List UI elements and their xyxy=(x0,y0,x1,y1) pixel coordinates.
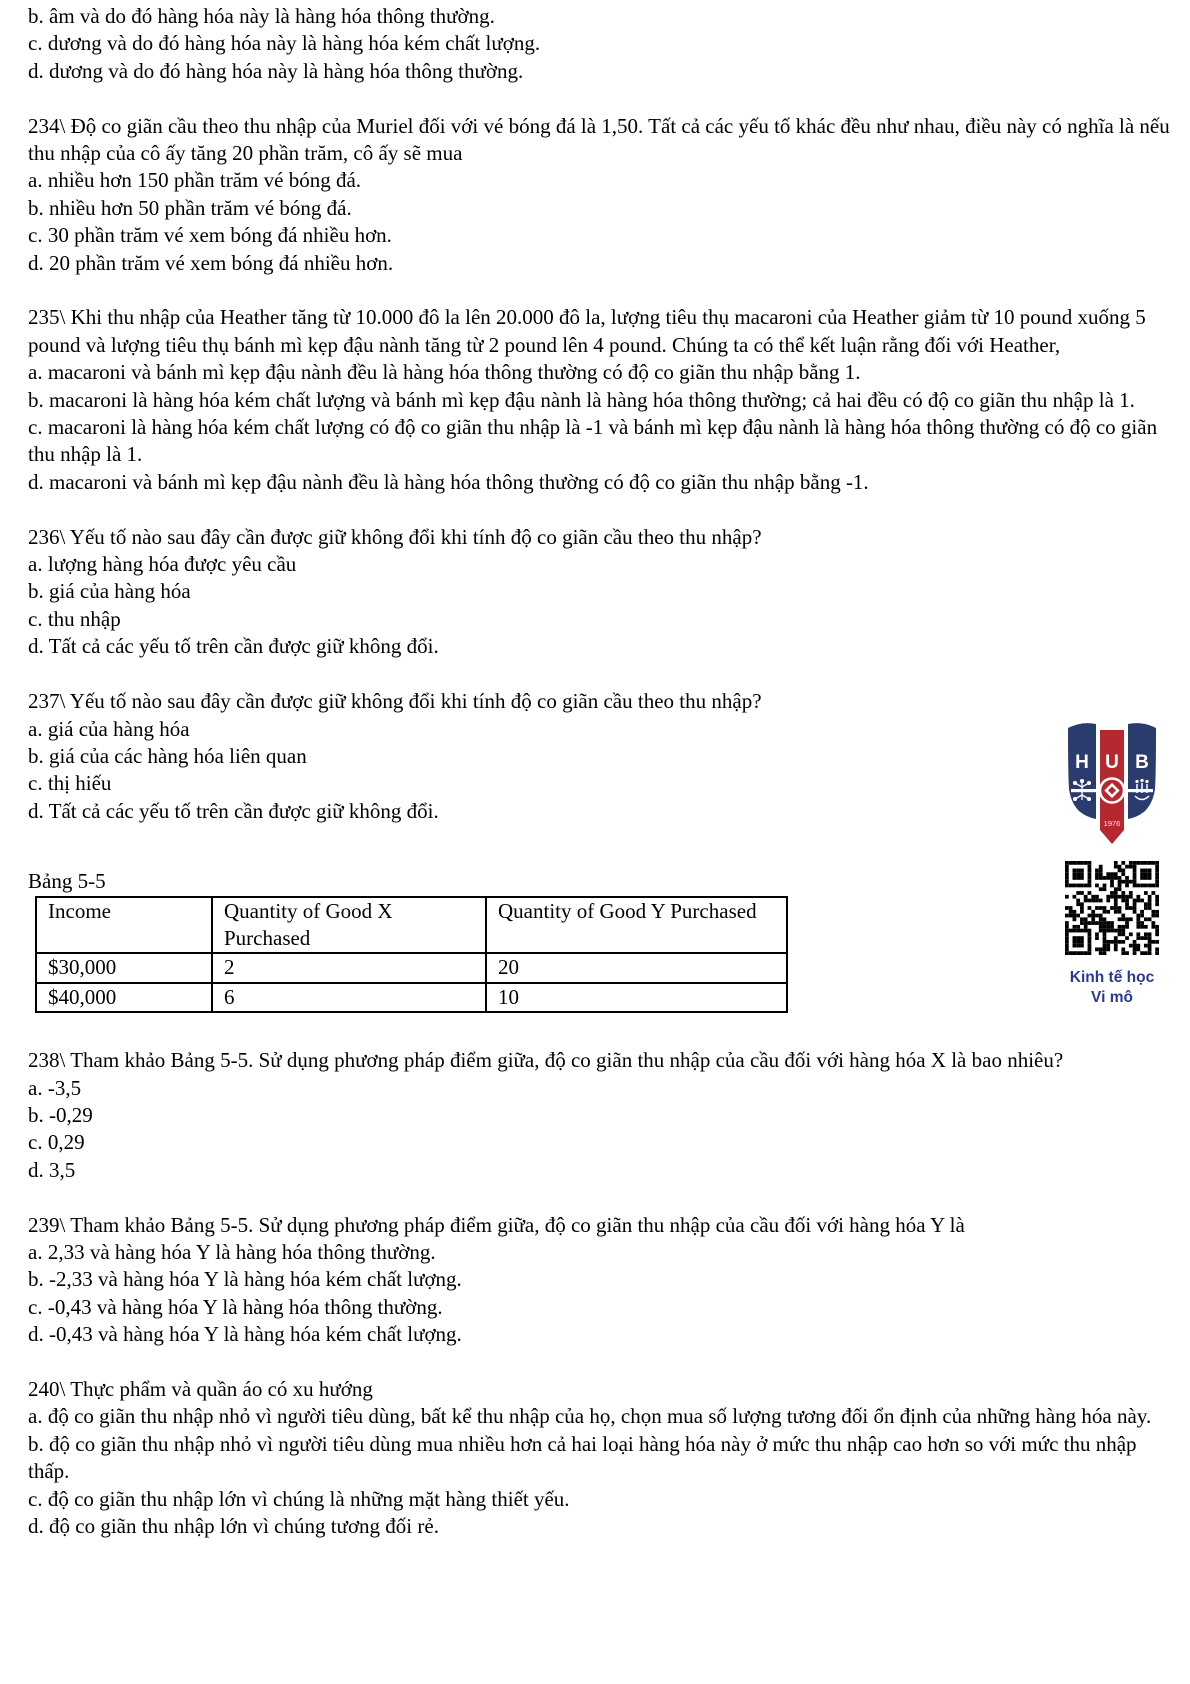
logo-letter-b: B xyxy=(1135,752,1149,773)
intro-option-d: d. dương và do đó hàng hóa này là hàng hóa thông thường. xyxy=(28,58,524,83)
document-body xyxy=(28,3,1172,1540)
question-238-option-a: a. -3,5 xyxy=(28,1075,82,1100)
question-237-option-c: c. thị hiếu xyxy=(28,771,112,796)
table-cell-goody-2: 10 xyxy=(486,983,787,1012)
question-235 xyxy=(28,304,1172,496)
branding-column xyxy=(1056,719,1168,1008)
question-238 xyxy=(28,1047,1172,1184)
logo-year: 1976 xyxy=(1103,819,1121,828)
question-236-option-c: c. thu nhập xyxy=(28,606,121,631)
question-240-option-a: a. độ co giãn thu nhập nhỏ vì người tiêu dùng, bất kể thu nhập của họ, chọn mua số lượng tương đối ổn định của những hàng hóa này. xyxy=(28,1404,1152,1429)
question-234-option-c: c. 30 phần trăm vé xem bóng đá nhiều hơn. xyxy=(28,223,392,248)
hub-university-logo xyxy=(1066,719,1158,855)
intro-options xyxy=(28,3,1172,85)
question-235-option-c: c. macaroni là hàng hóa kém chất lượng có độ co giãn thu nhập là -1 và bánh mì kẹp đậu nành là hàng hóa thông thường có độ co giãn thu nhập là 1. xyxy=(28,415,1158,467)
question-234-option-b: b. nhiều hơn 50 phần trăm vé bóng đá. xyxy=(28,195,352,220)
question-235-option-b: b. macaroni là hàng hóa kém chất lượng và bánh mì kẹp đậu nành là hàng hóa thông thường; cả hai đều có độ co giãn thu nhập là 1. xyxy=(28,387,1135,412)
qr-caption xyxy=(1056,968,1168,1008)
question-238-option-b: b. -0,29 xyxy=(28,1102,93,1127)
qr-code xyxy=(1065,861,1159,955)
question-234-option-d: d. 20 phần trăm vé xem bóng đá nhiều hơn. xyxy=(28,250,394,275)
question-239-option-a: a. 2,33 và hàng hóa Y là hàng hóa thông thường. xyxy=(28,1239,436,1264)
qr-caption-line1: Kinh tế học xyxy=(1069,969,1155,986)
question-237-stem: 237\ Yếu tố nào sau đây cần được giữ không đổi khi tính độ co giãn cầu theo thu nhập? xyxy=(28,689,762,714)
table-header-good-y: Quantity of Good Y Purchased xyxy=(486,897,787,954)
question-235-option-a: a. macaroni và bánh mì kẹp đậu nành đều là hàng hóa thông thường có độ co giãn thu nhập bằng 1. xyxy=(28,360,861,385)
question-237-option-a: a. giá của hàng hóa xyxy=(28,716,190,741)
table-header-row xyxy=(36,897,787,954)
question-238-option-d: d. 3,5 xyxy=(28,1157,76,1182)
question-236-option-d: d. Tất cả các yếu tố trên cần được giữ không đổi. xyxy=(28,634,439,659)
question-234-option-a: a. nhiều hơn 150 phần trăm vé bóng đá. xyxy=(28,168,362,193)
question-237-option-b: b. giá của các hàng hóa liên quan xyxy=(28,743,307,768)
question-236-option-b: b. giá của hàng hóa xyxy=(28,579,191,604)
table-cell-income-2: $40,000 xyxy=(36,983,212,1012)
logo-letter-u: U xyxy=(1105,752,1119,773)
question-240-stem: 240\ Thực phẩm và quần áo có xu hướng xyxy=(28,1377,373,1401)
intro-option-b: b. âm và do đó hàng hóa này là hàng hóa thông thường. xyxy=(28,4,495,28)
question-239-option-b: b. -2,33 và hàng hóa Y là hàng hóa kém chất lượng. xyxy=(28,1267,462,1292)
question-240-option-c: c. độ co giãn thu nhập lớn vì chúng là những mặt hàng thiết yếu. xyxy=(28,1486,570,1511)
question-240-option-b: b. độ co giãn thu nhập nhỏ vì người tiêu dùng mua nhiều hơn cả hai loại hàng hóa này ở mức thu nhập cao hơn so với mức thu nhập thấp. xyxy=(28,1431,1137,1484)
question-236-stem: 236\ Yếu tố nào sau đây cần được giữ không đổi khi tính độ co giãn cầu theo thu nhập? xyxy=(28,524,762,549)
table-cell-income-1: $30,000 xyxy=(36,953,212,982)
intro-option-c: c. dương và do đó hàng hóa này là hàng hóa kém chất lượng. xyxy=(28,31,541,56)
question-234-stem: 234\ Độ co giãn cầu theo thu nhập của Muriel đối với vé bóng đá là 1,50. Tất cả các yếu tố khác đều như nhau, điều này có nghĩa là nếu thu nhập của cô ấy tăng 20 phần trăm, cô ấy sẽ mua xyxy=(28,113,1170,166)
question-239-option-c: c. -0,43 và hàng hóa Y là hàng hóa thông thường. xyxy=(28,1294,443,1319)
question-240-option-d: d. độ co giãn thu nhập lớn vì chúng tương đối rẻ. xyxy=(28,1514,439,1539)
question-234 xyxy=(28,113,1172,277)
question-238-option-c: c. 0,29 xyxy=(28,1130,85,1155)
table-header-income: Income xyxy=(36,897,212,954)
question-240 xyxy=(28,1376,1172,1540)
table-cell-goodx-2: 6 xyxy=(212,983,486,1012)
question-239-option-d: d. -0,43 và hàng hóa Y là hàng hóa kém chất lượng. xyxy=(28,1322,462,1347)
question-237 xyxy=(28,688,1172,825)
question-235-option-d: d. macaroni và bánh mì kẹp đậu nành đều là hàng hóa thông thường có độ co giãn thu nhập bằng -1. xyxy=(28,469,869,494)
qr-caption-line2: Vi mô xyxy=(1091,989,1133,1006)
table-row xyxy=(36,953,787,982)
question-239 xyxy=(28,1212,1172,1349)
question-239-stem: 239\ Tham khảo Bảng 5-5. Sử dụng phương pháp điểm giữa, độ co giãn thu nhập của cầu đối với hàng hóa Y là xyxy=(28,1212,965,1237)
table-cell-goody-1: 20 xyxy=(486,953,787,982)
question-237-option-d: d. Tất cả các yếu tố trên cần được giữ không đổi. xyxy=(28,798,439,823)
question-236-option-a: a. lượng hàng hóa được yêu cầu xyxy=(28,552,297,577)
question-235-stem: 235\ Khi thu nhập của Heather tăng từ 10.000 đô la lên 20.000 đô la, lượng tiêu thụ macaroni của Heather giảm từ 10 pound xuống 5 pound và lượng tiêu thụ bánh mì kẹp đậu nành tăng từ 2 pound lên 4 pound. Chúng ta có thể kết luận rằng đối với Heather, xyxy=(28,305,1146,357)
table-caption: Bảng 5-5 xyxy=(28,869,106,894)
table-bang-5-5 xyxy=(35,896,788,1014)
question-236 xyxy=(28,524,1172,661)
question-238-stem: 238\ Tham khảo Bảng 5-5. Sử dụng phương pháp điểm giữa, độ co giãn thu nhập của cầu đối với hàng hóa X là bao nhiêu? xyxy=(28,1048,1064,1073)
table-cell-goodx-1: 2 xyxy=(212,953,486,982)
table-row xyxy=(36,983,787,1012)
table-header-good-x: Quantity of Good X Purchased xyxy=(212,897,486,954)
logo-letter-h: H xyxy=(1075,752,1089,773)
